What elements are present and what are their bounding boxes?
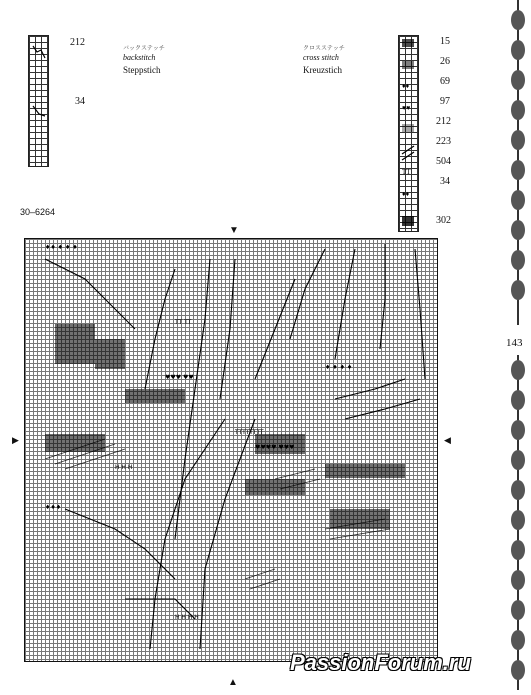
backstitch-number-2: 34 <box>75 96 85 107</box>
chart-pattern-drawing <box>25 239 437 661</box>
svg-text:♥♥♥ ♥♥: ♥♥♥ ♥♥ <box>165 374 194 381</box>
crossstitch-number-8: 34 <box>440 176 450 187</box>
decorative-chain-top <box>505 0 531 325</box>
svg-text:♥♥♥♥ ♥♥♥: ♥♥♥♥ ♥♥♥ <box>255 444 295 451</box>
left-center-marker: ▶ <box>12 435 19 445</box>
backstitch-label-jp: バックステッチ <box>123 45 165 52</box>
svg-text:H H H H: H H H H <box>175 614 199 621</box>
crossstitch-label-en: cross stitch <box>303 53 339 62</box>
cross-stitch-chart-grid <box>24 238 438 662</box>
right-center-marker: ◀ <box>444 435 451 445</box>
backstitch-label-en: backstitch <box>123 53 156 62</box>
decorative-chain-bottom <box>505 355 531 690</box>
crossstitch-label-de: Kreuzstich <box>303 65 342 75</box>
svg-text:♦♦♦: ♦♦♦ <box>45 504 62 511</box>
watermark: PassionForum.ru <box>290 650 471 675</box>
chart-code: 30–6264 <box>20 207 56 217</box>
backstitch-label-de: Steppstich <box>123 65 161 75</box>
svg-text:♦♦: ♦♦ <box>402 82 410 90</box>
crossstitch-number-4: 97 <box>440 96 450 107</box>
backstitch-number-1: 212 <box>70 37 85 48</box>
bottom-center-marker: ▲ <box>228 677 238 688</box>
top-center-marker: ▼ <box>229 225 239 236</box>
crossstitch-number-3: 69 <box>440 76 450 87</box>
svg-text:H H H: H H H <box>115 464 133 471</box>
crossstitch-number-7: 504 <box>436 156 451 167</box>
svg-text:♦♦: ♦♦ <box>402 190 410 198</box>
crossstitch-number-6: 223 <box>436 136 451 147</box>
bead-chain-icon <box>505 0 531 325</box>
crossstitch-label-jp: クロスステッチ <box>303 45 345 52</box>
svg-text:TT TT: TT TT <box>175 319 192 326</box>
svg-text:TTTTTTTT: TTTTTTTT <box>235 429 264 436</box>
crossstitch-number-1: 15 <box>440 36 450 47</box>
crossstitch-symbols <box>399 36 418 231</box>
crossstitch-number-2: 26 <box>440 56 450 67</box>
svg-text:TT: TT <box>402 168 411 176</box>
crossstitch-legend-strip <box>398 35 419 232</box>
backstitch-sample <box>29 36 48 166</box>
svg-text:♥♥: ♥♥ <box>402 104 411 112</box>
page-number: 143 <box>506 337 523 349</box>
svg-text:♦♦ ♦ ♦ ♦: ♦♦ ♦ ♦ ♦ <box>45 244 78 251</box>
bead-chain-icon <box>505 355 531 690</box>
svg-text:♦ ♦ ♦ ♦: ♦ ♦ ♦ ♦ <box>325 364 353 371</box>
backstitch-legend-strip <box>28 35 49 167</box>
crossstitch-number-5: 212 <box>436 116 451 127</box>
crossstitch-number-9: 302 <box>436 215 451 226</box>
